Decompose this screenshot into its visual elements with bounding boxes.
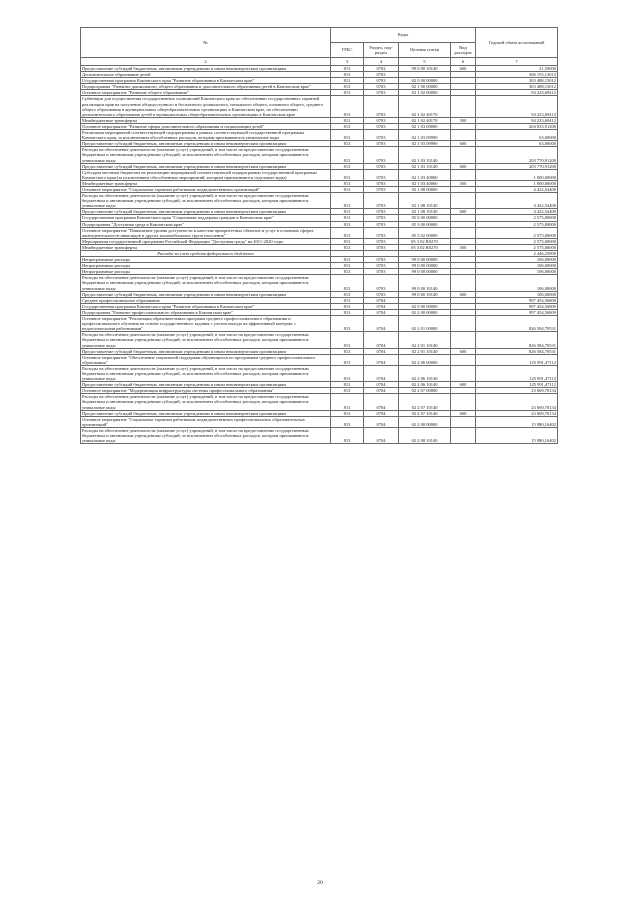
section-cell: 0703 [364,238,399,244]
section-cell: 0704 [364,354,399,365]
target-article-cell: 05 0 00 00000 [399,215,451,221]
row-name-cell: Предоставление субсидий бюджетным, автономным учреждениям и иным некоммерческим организациям [81,141,331,147]
amount-cell: 63,00000 [476,130,558,141]
target-article-cell: 02 1 08 10140 [399,193,451,209]
section-cell: 0703 [364,193,399,209]
section-cell: 0703 [364,186,399,192]
row-name-cell: Мероприятия государственной программы Российской Федерации "Доступная среда" на 2011-2020 годы [81,238,331,244]
grbs-cell: 813 [331,303,364,309]
expense-type-cell: 500 [451,244,476,250]
grbs-cell: 813 [331,141,364,147]
target-article-cell: 02 2 07 10140 [399,394,451,410]
amount-cell: 203 770,91200 [476,163,558,169]
grbs-cell: 813 [331,117,364,123]
target-article-cell: 05 3 02 00000 [399,227,451,238]
header-grbs: ГРБС [331,43,364,58]
amount-cell: 23 669,70134 [476,388,558,394]
row-name-cell: Субвенции для осуществления государственных полномочий Камчатского края по обеспечению государственных гарантий реализации прав на получение общедоступного и бесплатного дошкольного, начального общего, основного общего, среднего общего образования в муниципальных общеобразовательных организациях в Камчатском крае, по обеспечению дополнительного образования детей в муниципальных общеобразовательных организациях в Камчатском крае [81,96,331,117]
grbs-cell: 813 [331,257,364,263]
amount-cell: 15 980,16402 [476,427,558,443]
expense-type-cell [451,130,476,141]
section-cell: 0704 [364,394,399,410]
grbs-cell: 813 [331,186,364,192]
section-cell: 0703 [364,291,399,297]
amount-cell: 1 000,00000 [476,169,558,180]
target-article-cell: 02 1 03 40060 [399,180,451,186]
row-name-cell: Расходы на обеспечение деятельности (оказание услуг) учреждений, в том числе на предоставление государственным бюджетным и автономным учреждениям субсидий, за исключением обособленных расходов, которым присваиваются уникальные коды [81,394,331,410]
target-article-cell: 02 1 02 00000 [399,90,451,96]
grbs-cell: 813 [331,169,364,180]
amount-cell: 2 575,00000 [476,244,558,250]
amount-cell: 303 488,15012 [476,84,558,90]
target-article-cell: 02 1 03 10140 [399,147,451,163]
expense-type-cell: 600 [451,291,476,297]
target-article-cell: 02 2 07 10140 [399,410,451,416]
section-cell: 0703 [364,209,399,215]
table-row [81,394,558,410]
grbs-cell: 813 [331,244,364,250]
row-name-cell: Подпрограмма "Развитие дошкольного, общего образования и дополнительного образования детей в Камчатском крае" [81,84,331,90]
target-article-cell: 02 2 07 00000 [399,388,451,394]
row-name-cell: Расходы на обеспечение деятельности (оказание услуг) учреждений, в том числе на предоставление государственным бюджетным и автономным учреждениям субсидий, за исключением обособленных расходов, которым присваиваются уникальные коды [81,332,331,348]
target-article-cell: 02 2 08 00000 [399,416,451,427]
amount-cell: 125 991,47112 [476,365,558,381]
amount-cell: 106,00000 [476,275,558,291]
target-article-cell: 02 1 03 09990 [399,130,451,141]
section-cell: 0703 [364,215,399,221]
grbs-cell: 813 [331,394,364,410]
target-article-cell: 02 2 06 00000 [399,354,451,365]
target-article-cell: 02 1 03 40060 [399,169,451,180]
grbs-cell: 813 [331,309,364,315]
section-cell: 0703 [364,147,399,163]
target-article-cell: 02 0 00 00000 [399,78,451,84]
expense-type-cell [451,365,476,381]
section-cell: 0703 [364,78,399,84]
section-cell: 0702 [364,66,399,72]
row-name-cell: Основное мероприятие "Развитие сферы дополнительного образования и социализации детей" [81,123,331,129]
grbs-cell: 813 [331,275,364,291]
grbs-cell: 813 [331,96,364,117]
grbs-cell: 813 [331,316,364,332]
amount-cell: 1 000,00000 [476,180,558,186]
table-row [81,147,558,163]
amount-cell: 2 575,00000 [476,227,558,238]
table-row [81,354,558,365]
amount-cell: 2 446,25000 [476,251,558,257]
grbs-cell: 813 [331,215,364,221]
expense-type-cell [451,316,476,332]
section-cell: 0704 [364,309,399,315]
header-target-article: Целевая статья [399,43,451,58]
grbs-cell: 813 [331,354,364,365]
section-cell: 0703 [364,117,399,123]
amount-cell: 2 575,00000 [476,238,558,244]
row-name-cell: Предоставление субсидий бюджетным, автономным учреждениям и иным некоммерческим организациям [81,66,331,72]
target-article-cell: 99 0 00 00000 [399,269,451,275]
amount-cell: 4 422,54400 [476,186,558,192]
row-name-cell: Государственная программа Камчатского края "Развитие образования в Камчатском крае" [81,78,331,84]
section-cell: 0703 [364,263,399,269]
row-name-cell: Основное мероприятие "Модернизация инфраструктуры системы профессионального образования" [81,388,331,394]
grbs-cell: 813 [331,263,364,269]
row-name-cell: Расходы на обеспечение деятельности (оказание услуг) учреждений, в том числе на предоставление государственным бюджетным и автономным учреждениям субсидий, за исключением обособленных расходов, которым присваиваются уникальные коды [81,365,331,381]
grbs-cell: 813 [331,84,364,90]
row-name-cell: Основное мероприятие "Обеспечение социальной поддержки обучающихся по программам среднего профессионального образования" [81,354,331,365]
amount-cell: 15 980,16402 [476,416,558,427]
header-codes: Коды [331,28,476,43]
row-name-cell: Межбюджетные трансферты [81,180,331,186]
expense-type-cell [451,147,476,163]
table-row [81,130,558,141]
row-name-cell: Предоставление субсидий бюджетным, автономным учреждениям и иным некоммерческим организациям [81,410,331,416]
row-name-cell: Государственная программа Камчатского края "Социальная поддержка граждан в Камчатском крае" [81,215,331,221]
section-cell: 0704 [364,303,399,309]
header-section: Раздел, под-раздел [364,43,399,58]
table-row [81,332,558,348]
row-name-cell: Среднее профессиональное образование [81,297,331,303]
section-cell: 0704 [364,316,399,332]
expense-type-cell [451,169,476,180]
amount-cell: 826 584,70531 [476,316,558,332]
amount-cell: 94 223,69412 [476,96,558,117]
grbs-cell: 813 [331,209,364,215]
row-name-cell: Непрограммные расходы [81,257,331,263]
row-name-cell: Расходы на обеспечение деятельности (оказание услуг) учреждений, в том числе на предоставление государственным бюджетным и автономным учреждениям субсидий, за исключением обособленных расходов, которым присваиваются уникальные коды [81,275,331,291]
grbs-cell: 813 [331,238,364,244]
table-row [81,227,558,238]
grbs-cell: 813 [331,180,364,186]
column-index: 3 [331,58,364,66]
column-index: 2 [81,58,331,66]
amount-cell: 997 454,56809 [476,297,558,303]
table-row [81,193,558,209]
target-article-cell: 02 1 02 40170 [399,117,451,123]
row-name-cell: Предоставление субсидий бюджетным, автономным учреждениям и иным некоммерческим организациям [81,382,331,388]
amount-cell: 826 584,70531 [476,348,558,354]
amount-cell: 63,00000 [476,141,558,147]
amount-cell: 997 454,56809 [476,309,558,315]
grbs-cell: 813 [331,388,364,394]
expense-type-cell: 600 [451,209,476,215]
section-cell: 0704 [364,382,399,388]
grbs-cell: 813 [331,269,364,275]
section-cell: 0704 [364,332,399,348]
amount-cell: 125 991,47112 [476,354,558,365]
table-row [81,275,558,291]
amount-cell: 21,50000 [476,66,558,72]
row-name-cell: Подпрограмма "Доступная среда в Камчатском крае" [81,221,331,227]
expense-type-cell [451,394,476,410]
header-annual-volume: Годовой объем ассигнований [476,28,558,58]
table-row [81,365,558,381]
row-name-cell: Реализация мероприятий соответствующей подпрограммы в рамках соответствующей государственной программы Камчатского края, за исключением обособленных расходов, которым присваиваются уникальные коды [81,130,331,141]
budget-table [80,27,558,444]
grbs-cell: 813 [331,72,364,78]
target-article-cell: 02 1 03 09990 [399,141,451,147]
grbs-cell: 813 [331,130,364,141]
amount-cell: 204 833,91200 [476,123,558,129]
row-name-cell: Основное мероприятие "Повышение уровня доступности и качества приоритетных объектов и услуг в основных сферах жизнедеятельности инвалидов и других маломобильных групп населения" [81,227,331,238]
column-index-row [81,58,558,66]
section-cell: 0703 [364,72,399,78]
section-cell: 0703 [364,96,399,117]
expense-type-cell: 600 [451,410,476,416]
section-cell: 0704 [364,416,399,427]
target-article-cell: 99 0 00 00000 [399,257,451,263]
table-header [81,28,558,66]
grbs-cell: 813 [331,163,364,169]
expense-type-cell: 500 [451,117,476,123]
expense-type-cell: 600 [451,141,476,147]
section-cell: 0704 [364,365,399,381]
header-expense-type: Вид расходов [451,43,476,58]
section-cell: 0703 [364,269,399,275]
target-article-cell: 02 2 00 00000 [399,309,451,315]
section-cell: 0704 [364,297,399,303]
target-article-cell: 99 0 00 00000 [399,263,451,269]
target-article-cell: 99 0 00 10140 [399,291,451,297]
expense-type-cell [451,354,476,365]
amount-cell: 2 575,00000 [476,215,558,221]
grbs-cell: 813 [331,66,364,72]
amount-cell: 23 669,70134 [476,394,558,410]
target-article-cell: 02 1 03 00000 [399,123,451,129]
grbs-cell: 813 [331,193,364,209]
target-article-cell: 05 3 02 R0270 [399,244,451,250]
table-row [81,96,558,117]
row-name-cell: Расходы на обеспечение деятельности (оказание услуг) учреждений, в том числе на предоставление государственным бюджетным и автономным учреждениям субсидий, за исключением обособленных расходов, которым присваиваются уникальные коды [81,427,331,443]
expense-type-cell: 600 [451,163,476,169]
expense-type-cell [451,416,476,427]
column-index: 4 [364,58,399,66]
expense-type-cell: 500 [451,180,476,186]
section-cell: 0703 [364,221,399,227]
amount-cell: 2 575,00000 [476,221,558,227]
amount-cell: 4 422,54400 [476,209,558,215]
expense-type-cell [451,332,476,348]
page-number: 20 [317,880,323,886]
section-cell: 0704 [364,388,399,394]
target-article-cell: 99 0 00 10140 [399,66,451,72]
row-name-cell: Предоставление субсидий бюджетным, автономным учреждениям и иным некоммерческим организациям [81,209,331,215]
target-article-cell: 02 2 01 10140 [399,348,451,354]
target-article-cell: 02 1 08 10140 [399,209,451,215]
table-body [81,66,558,444]
section-cell: 0704 [364,410,399,416]
grbs-cell: 813 [331,147,364,163]
expense-type-cell: 600 [451,382,476,388]
section-cell: 0703 [364,163,399,169]
table-row [81,427,558,443]
row-name-cell: Субсидии местным бюджетам на реализацию мероприятий соответствующей подпрограммы государственной программы Камчатского края (за исключением обособленных мероприятий, которым присваиваются отдельные коды) [81,169,331,180]
expense-type-cell [451,427,476,443]
section-cell: 0704 [364,427,399,443]
amount-cell: 106,00000 [476,269,558,275]
target-article-cell: 02 1 00 00000 [399,84,451,90]
expense-type-cell [451,275,476,291]
grbs-cell: 813 [331,90,364,96]
amount-cell: 997 454,56809 [476,303,558,309]
row-name-cell: Основное мероприятие "Социальные гарантии работникам подведомственных организаций" [81,186,331,192]
table-row [81,416,558,427]
row-name-cell: Основное мероприятие "Реализация образовательных программ среднего профессионального образования и профессионального обучения на основе государственного задания с учетом выхода на эффективный контракт с педагогическими работниками" [81,316,331,332]
row-name-cell: Непрограммные расходы [81,263,331,269]
column-index: 5 [399,58,451,66]
amount-cell: 23 669,70134 [476,410,558,416]
section-cell: 0703 [364,244,399,250]
expense-type-cell [451,227,476,238]
grbs-cell: 813 [331,365,364,381]
row-name-cell: Предоставление субсидий бюджетным, автономным учреждениям и иным некоммерческим организациям [81,348,331,354]
amount-cell: 94 223,69412 [476,117,558,123]
column-index: 7 [476,58,558,66]
row-name-cell: Государственная программа Камчатского края "Развитие образования в Камчатском крае" [81,303,331,309]
row-name-cell: Расходы за счет средств федерального бюджета [81,251,331,257]
amount-cell: 306 155,13012 [476,72,558,78]
grbs-cell: 813 [331,410,364,416]
target-article-cell: 02 2 01 00000 [399,316,451,332]
target-article-cell: 99 0 00 10140 [399,275,451,291]
grbs-cell: 813 [331,416,364,427]
grbs-cell: 813 [331,297,364,303]
row-name-cell: Дополнительное образование детей [81,72,331,78]
row-name-cell: Расходы на обеспечение деятельности (оказание услуг) учреждений, в том числе на предоставление государственным бюджетным и автономным учреждениям субсидий, за исключением обособленных расходов, которым присваиваются уникальные коды [81,193,331,209]
row-name-cell: Расходы на обеспечение деятельности (оказание услуг) учреждений, в том числе на предоставление государственным бюджетным и автономным учреждениям субсидий, за исключением обособленных расходов, которым присваиваются уникальные коды [81,147,331,163]
section-cell: 0703 [364,141,399,147]
section-cell: 0703 [364,180,399,186]
row-name-cell: Основное мероприятие "Социальные гарантии работникам подведомственных профессиональных образовательных организаций" [81,416,331,427]
section-cell: 0703 [364,84,399,90]
amount-cell: 106,00000 [476,291,558,297]
table-row [81,169,558,180]
grbs-cell: 813 [331,427,364,443]
amount-cell: 303 488,15012 [476,78,558,84]
expense-type-cell: 600 [451,348,476,354]
row-name-cell: Предоставление субсидий бюджетным, автономным учреждениям и иным некоммерческим организациям [81,291,331,297]
section-cell: 0703 [364,123,399,129]
section-cell: 0703 [364,169,399,180]
target-article-cell: 02 1 03 10140 [399,163,451,169]
target-article-cell: 02 1 02 40170 [399,96,451,117]
target-article-cell: 02 2 06 10140 [399,365,451,381]
grbs-cell: 813 [331,221,364,227]
target-article-cell: 05 3 00 00000 [399,221,451,227]
section-cell: 0703 [364,227,399,238]
amount-cell: 94 223,69412 [476,90,558,96]
row-name-cell: Межбюджетные трансферты [81,117,331,123]
amount-cell: 203 770,91200 [476,147,558,163]
amount-cell: 826 584,70531 [476,332,558,348]
header-number: № [81,28,331,58]
section-cell: 0704 [364,348,399,354]
target-article-cell: 02 1 08 00000 [399,186,451,192]
grbs-cell: 813 [331,123,364,129]
expense-type-cell [451,96,476,117]
amount-cell: 106,00000 [476,263,558,269]
expense-type-cell [451,193,476,209]
column-index: 6 [451,58,476,66]
section-cell: 0703 [364,275,399,291]
amount-cell: 125 991,47112 [476,382,558,388]
grbs-cell: 813 [331,78,364,84]
target-article-cell: 05 3 02 R0270 [399,238,451,244]
section-cell: 0703 [364,90,399,96]
grbs-cell: 813 [331,291,364,297]
target-article-cell: 02 2 01 10140 [399,332,451,348]
grbs-cell: 813 [331,227,364,238]
section-cell: 0703 [364,257,399,263]
row-name-cell: Межбюджетные трансферты [81,244,331,250]
row-name-cell: Основное мероприятие "Развитие общего образования" [81,90,331,96]
grbs-cell: 813 [331,332,364,348]
section-cell: 0703 [364,130,399,141]
amount-cell: 4 422,54400 [476,193,558,209]
expense-type-cell: 600 [451,66,476,72]
target-article-cell: 02 2 08 10140 [399,427,451,443]
row-name-cell: Предоставление субсидий бюджетным, автономным учреждениям и иным некоммерческим организациям [81,163,331,169]
target-article-cell: 02 0 00 00000 [399,303,451,309]
amount-cell: 106,00000 [476,257,558,263]
grbs-cell: 813 [331,382,364,388]
row-name-cell: Подпрограмма "Развитие профессионального образования в Камчатском крае" [81,309,331,315]
table-row [81,316,558,332]
row-name-cell: Непрограммные расходы [81,269,331,275]
target-article-cell: 02 2 06 10140 [399,382,451,388]
grbs-cell: 813 [331,348,364,354]
